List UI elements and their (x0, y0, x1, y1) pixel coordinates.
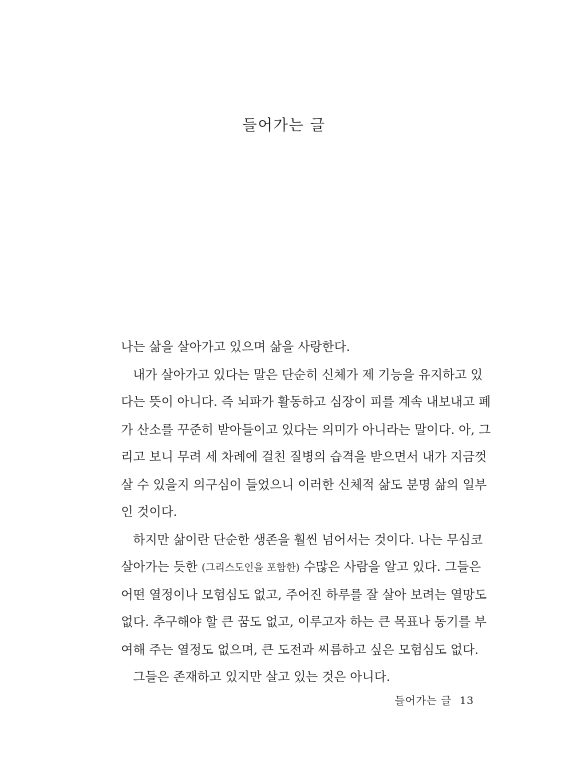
text-line: 하지만 삶이란 단순한 생존을 훨씬 넘어서는 것이다. 나는 무심코 (133, 531, 483, 547)
text-line (121, 553, 481, 581)
text-line: 리고 보니 무려 세 차례에 걸친 질병의 습격을 받으면서 내가 지금껏 (121, 449, 487, 464)
text-line: 인 것이다. (121, 504, 178, 519)
text-line: 다는 뜻이 아니다. 즉 뇌파가 활동하고 심장이 피를 계속 내보내고 폐 (121, 394, 491, 409)
text-line: 살 수 있을지 의구심이 들었으니 이러한 신체적 삶도 분명 삶의 일부 (121, 476, 487, 492)
chapter-title: 들어가는 글 (242, 116, 326, 134)
parenthetical-note: (그리스도인을 포함한) (201, 563, 300, 574)
body-text (121, 333, 491, 691)
text-segment: 수많은 사람을 알고 있다. 그들은 (303, 559, 481, 574)
text-segment: 살아가는 듯한 (121, 559, 198, 574)
text-line: 가 산소를 꾸준히 받아들이고 있다는 의미가 아니라는 말이다. 아, 그 (121, 421, 491, 437)
text-line: 그들은 존재하고 있지만 살고 있는 것은 아니다. (133, 669, 391, 684)
text-line: 내가 살아가고 있다는 말은 단순히 신체가 제 기능을 유지하고 있 (133, 366, 483, 382)
page-footer (395, 693, 474, 708)
page-number: 13 (459, 695, 474, 707)
text-line: 나는 삶을 살아가고 있으며 삶을 사랑한다. (121, 339, 351, 354)
text-line: 어떤 열정이나 모험심도 없고, 주어진 하루를 잘 살아 보려는 열망도 (121, 586, 487, 602)
text-line: 없다. 추구해야 할 큰 꿈도 없고, 이루고자 하는 큰 목표나 동기를 부 (121, 614, 487, 629)
text-line: 여해 주는 열정도 없으며, 큰 도전과 씨름하고 싶은 모험심도 없다. (121, 641, 479, 657)
running-title: 들어가는 글 (394, 695, 452, 707)
